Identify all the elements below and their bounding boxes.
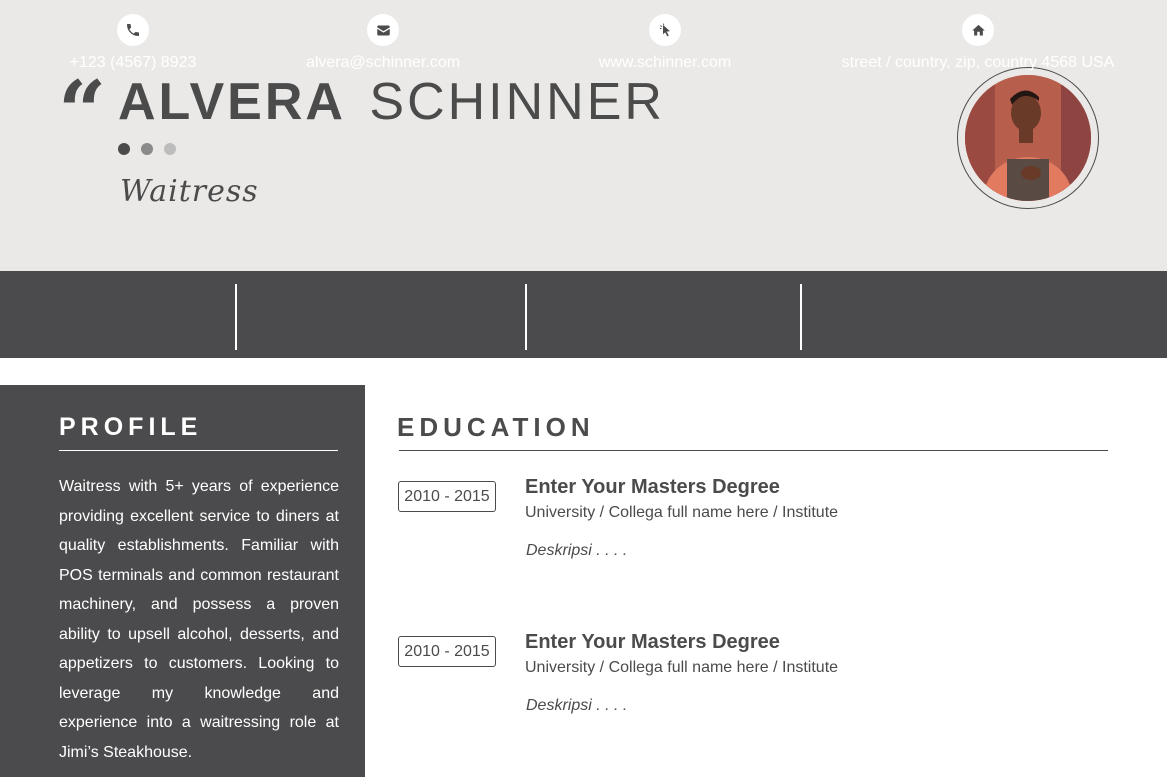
education-years: 2010 - 2015 [398,481,496,512]
candidate-name [118,74,665,131]
quote-mark: “ [58,62,107,161]
contact-divider-2 [525,284,527,350]
education-divider [399,450,1108,451]
education-entry [398,631,1108,736]
profile-divider [59,450,338,451]
contact-divider-3 [800,284,802,350]
education-years: 2010 - 2015 [398,636,496,667]
education-degree: Enter Your Masters Degree [525,631,780,653]
education-degree: Enter Your Masters Degree [525,476,780,498]
first-name: ALVERA [118,73,346,131]
contact-website[interactable] [594,14,736,72]
envelope-icon [367,14,399,46]
education-description: Deskripsi . . . . [526,697,628,714]
contact-bar [0,271,1167,358]
job-title: Waitress [120,174,259,209]
profile-body: Waitress with 5+ years of experience providing excellent service to diners at quality establishments. Familiar with POS terminals and common restaurant machinery, and possess a proven ability to upsell alcohol, desserts, and appetizers to customers. Looking to leverage my knowledge and experience into a waitressing role at Jimi’s Steakhouse. [59,478,339,761]
phone-text: +123 (4567) 8923 [69,54,197,71]
dot-2 [141,143,153,155]
profile-heading: PROFILE [59,413,203,441]
website-text: www.schinner.com [598,54,732,71]
address-text: street / country, zip, country 4568 USA [841,54,1115,71]
education-heading: EDUCATION [397,412,595,442]
cursor-icon [649,14,681,46]
email-text: alvera@schinner.com [305,54,461,71]
home-icon [962,14,994,46]
profile-section [0,385,365,777]
education-entry [398,476,1108,581]
education-description: Deskripsi . . . . [526,542,628,559]
profile-photo [965,75,1091,201]
contact-phone[interactable] [60,14,206,72]
phone-icon [117,14,149,46]
contact-email[interactable] [300,14,466,72]
contact-address[interactable] [836,14,1120,72]
profile-photo-illustration [965,75,1091,201]
dot-3 [164,143,176,155]
dot-1 [118,143,130,155]
decorative-dots [118,143,176,155]
last-name: SCHINNER [369,73,665,131]
contact-divider-1 [235,284,237,350]
education-school: University / Collega full name here / Institute [525,504,839,521]
education-school: University / Collega full name here / Institute [525,659,839,676]
